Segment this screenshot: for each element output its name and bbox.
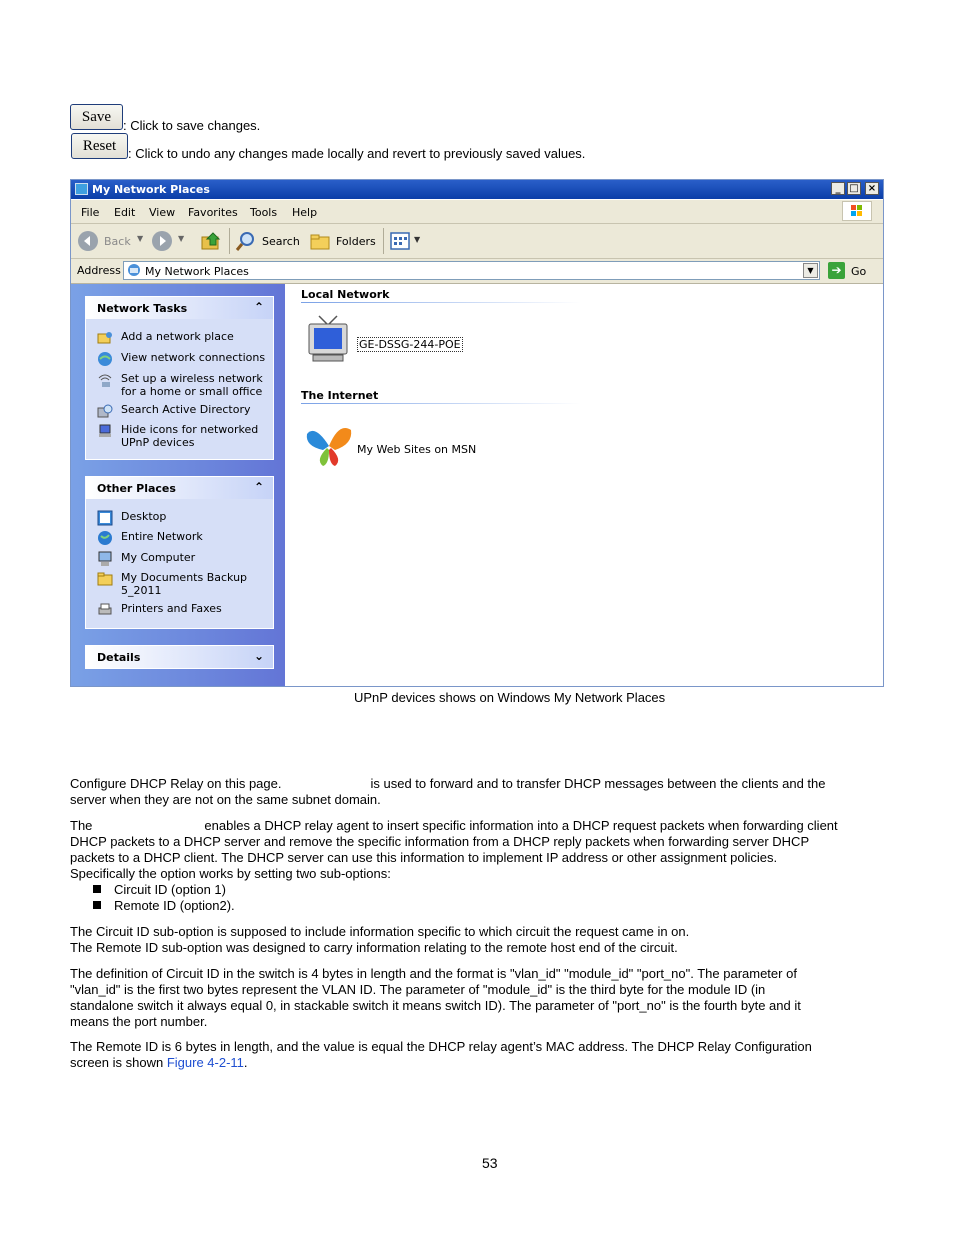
back-button[interactable]: Back ▼ <box>77 230 147 252</box>
network-connections-icon <box>97 351 113 367</box>
upnp-device-icon <box>97 423 113 439</box>
network-tasks-header[interactable]: Network Tasks ⌃ <box>86 297 273 319</box>
window-title: My Network Places <box>92 183 210 196</box>
menu-edit[interactable]: Edit <box>114 206 136 219</box>
minimize-icon[interactable]: _ <box>831 182 845 195</box>
search-icon <box>235 230 257 252</box>
go-button[interactable]: ➔ Go <box>828 261 873 281</box>
my-computer-icon <box>97 551 113 567</box>
collapse-chevron-icon[interactable]: ⌃ <box>253 480 264 494</box>
search-button[interactable]: Search <box>235 230 299 252</box>
menu-tools[interactable]: Tools <box>250 206 278 219</box>
toolbar <box>71 224 883 259</box>
reset-description: : Click to undo any changes made locally and revert to previously saved values. <box>128 146 586 161</box>
views-button[interactable] <box>389 230 425 252</box>
toolbar-separator <box>229 228 230 254</box>
local-network-divider <box>301 302 581 303</box>
window-icon <box>75 183 88 195</box>
chevron-down-icon: ▼ <box>414 235 421 244</box>
go-arrow-icon: ➔ <box>828 262 845 279</box>
folder-icon <box>97 571 113 587</box>
msn-web-sites-label: My Web Sites on MSN <box>357 443 477 456</box>
active-directory-icon <box>97 403 113 419</box>
internet-divider <box>301 403 581 404</box>
collapse-chevron-icon[interactable]: ⌃ <box>253 300 264 314</box>
reset-button[interactable]: Reset <box>71 133 128 159</box>
folders-button[interactable]: Folders <box>309 230 375 252</box>
menu-favorites[interactable]: Favorites <box>188 206 238 219</box>
printer-icon <box>97 602 113 618</box>
forward-button[interactable] <box>151 230 187 252</box>
expand-chevron-icon[interactable]: ⌄ <box>253 649 264 663</box>
bullet-circuit-id: Circuit ID (option 1) <box>93 882 226 897</box>
address-label: Address <box>77 264 121 277</box>
paragraph-5: The Remote ID is 6 bytes in length, and the value is equal the DHCP relay agent’s MAC address. The DHCP Relay Configuration screen is shown Figure 4-2-11. <box>70 1039 812 1070</box>
bullet-square-icon <box>93 901 101 909</box>
my-network-places-window <box>70 179 884 687</box>
forward-arrow-icon <box>151 230 173 252</box>
menu-bar <box>71 200 883 224</box>
details-panel <box>85 645 274 669</box>
internet-heading: The Internet <box>301 389 379 402</box>
chevron-down-icon: ▼ <box>137 234 144 243</box>
upnp-device-icon <box>305 314 353 364</box>
views-icon <box>389 230 411 252</box>
chevron-down-icon: ▼ <box>178 234 185 243</box>
maximize-icon[interactable]: □ <box>847 182 861 195</box>
menu-file[interactable]: File <box>81 206 100 219</box>
entire-network-icon <box>97 530 113 546</box>
other-places-header[interactable]: Other Places ⌃ <box>86 477 273 499</box>
details-header[interactable]: Details ⌄ <box>86 646 273 668</box>
close-icon[interactable]: × <box>865 182 879 195</box>
bullet-remote-id: Remote ID (option2). <box>93 898 235 913</box>
network-tasks-panel: Network Tasks ⌃ Add a network place View network connections Set up a wireless network for a home or small office Search Active Directory Hide icons for networked UPnP devices <box>85 296 274 460</box>
content-pane <box>285 284 883 687</box>
save-button[interactable]: Save <box>70 104 123 130</box>
other-places-panel: Other Places ⌃ Desktop Entire Network My Computer My Documents Backup 5_2011 Printers and Faxes <box>85 476 274 629</box>
back-arrow-icon <box>77 230 99 252</box>
address-input[interactable]: My Network Places ▼ <box>123 261 820 280</box>
menu-view[interactable]: View <box>149 206 176 219</box>
address-dropdown-icon[interactable]: ▼ <box>803 263 818 278</box>
paragraph-3: The Circuit ID sub-option is supposed to include information specific to which circuit the request came in on. The Remote ID sub-option was designed to carry information relating to the remote host end of the circuit. <box>70 924 690 955</box>
save-description: : Click to save changes. <box>123 118 261 133</box>
task-pane <box>71 284 285 687</box>
upnp-device-label: GE-DSSG-244-POE <box>359 338 461 351</box>
add-network-place-icon <box>97 330 113 346</box>
paragraph-4: The definition of Circuit ID in the switch is 4 bytes in length and the format is "vlan_id" "module_id" "port_no". The parameter of "vlan_id" is the first two bytes represent the VLAN ID. The parameter of "module_id" is the third byte for the module ID (in standalone switch it always equal 0, in stackable switch it means switch ID). The parameter of "port_no" is the fourth byte and it means the port number. <box>70 966 801 1029</box>
desktop-icon <box>97 510 113 526</box>
paragraph-1: Configure DHCP Relay on this page. is used to forward and to transfer DHCP messages between the clients and the server when they are not on the same subnet domain. <box>70 776 826 807</box>
paragraph-2: The enables a DHCP relay agent to insert specific information into a DHCP request packets when forwarding client DHCP packets to a DHCP server and remove the specific information from a DHCP reply packets when forwarding server DHCP packets to a DHCP client. The DHCP server can use this information to implement IP address or other assignment policies. Specifically the option works by setting two sub-options: <box>70 818 838 881</box>
figure-link[interactable]: Figure 4-2-11 <box>166 1055 244 1070</box>
page-number: 53 <box>482 1155 498 1171</box>
msn-web-sites-item[interactable] <box>305 420 505 470</box>
address-bar <box>71 259 883 284</box>
folders-icon <box>309 230 331 252</box>
network-places-icon <box>126 263 142 278</box>
toolbar-separator <box>383 228 384 254</box>
up-folder-button[interactable] <box>199 229 223 253</box>
wireless-network-icon <box>97 372 113 388</box>
title-bar <box>71 180 883 199</box>
menu-help[interactable]: Help <box>292 206 318 219</box>
windows-logo-icon <box>842 201 872 221</box>
bullet-square-icon <box>93 885 101 893</box>
msn-butterfly-icon <box>305 420 353 468</box>
up-folder-icon <box>199 229 223 253</box>
upnp-device-item[interactable] <box>305 314 505 364</box>
local-network-heading: Local Network <box>301 288 390 301</box>
figure-caption: UPnP devices shows on Windows My Network Places <box>354 690 666 705</box>
